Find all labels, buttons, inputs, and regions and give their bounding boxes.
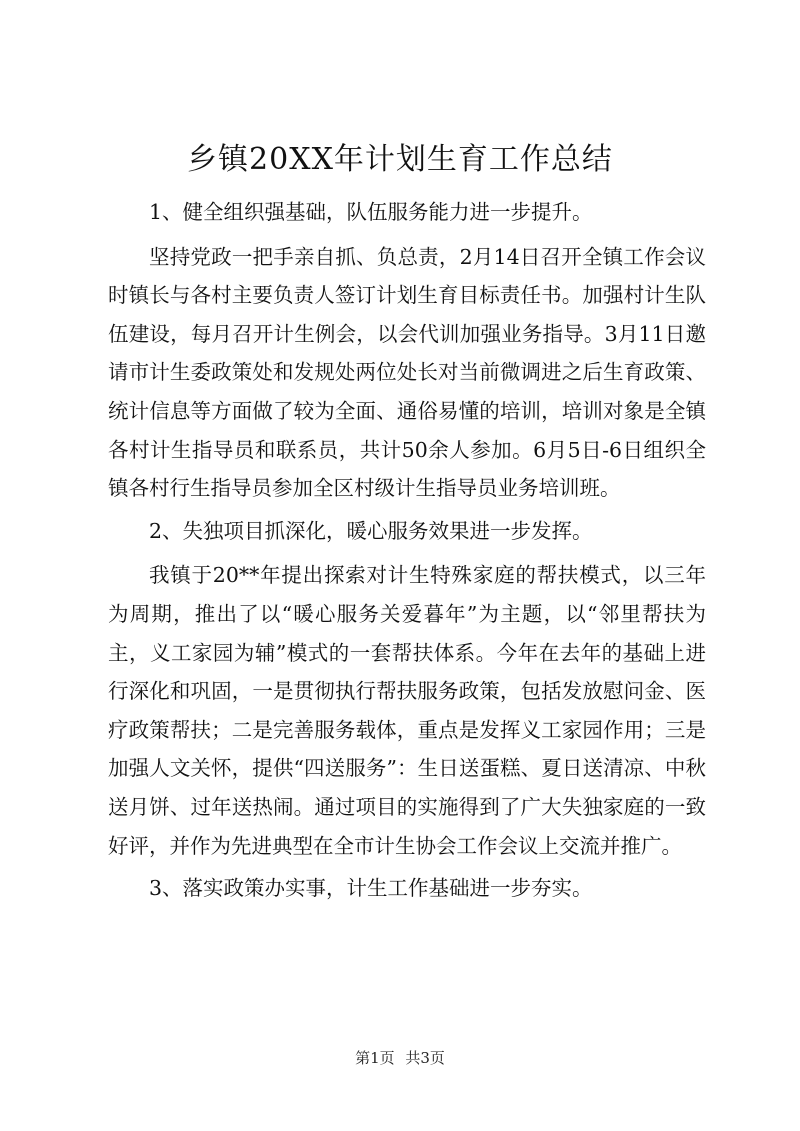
section-heading-3: 3、落实政策办实事，计生工作基础进一步夯实。 xyxy=(149,876,593,901)
page-footer xyxy=(0,1048,800,1068)
document-body xyxy=(108,193,706,914)
body-paragraph-1: 坚持党政一把手亲自抓、负总责，2月14日召开全镇工作会议时镇长与各村主要负责人签订计划生育目标责任书。加强村计生队伍建设，每月召开计生例会，以会代训加强业务指导。3月11日邀请市计生委政策处和发规处两位处长对当前微调进之后生育政策、统计信息等方面做了较为全面、通俗易懂的培训，培训对象是全镇各村计生指导员和联系员，共计50余人参加。6月5日-6日组织全镇各村行生指导员参加全区村级计生指导员业务培训班。 xyxy=(108,244,706,501)
document-title: 乡镇20XX年计划生育工作总结 xyxy=(187,142,613,177)
page-total: 共3页 xyxy=(405,1049,445,1067)
section-heading-2: 2、失独项目抓深化，暖心服务效果进一步发挥。 xyxy=(149,518,593,543)
body-paragraph-2: 我镇于20**年提出探索对计生特殊家庭的帮扶模式，以三年为周期，推出了以“暖心服务关爱暮年”为主题，以“邻里帮扶为主，义工家园为辅”模式的一套帮扶体系。今年在去年的基础上进行深化和巩固，一是贯彻执行帮扶服务政策，包括发放慰问金、医疗政策帮扶；二是完善服务载体，重点是发挥义工家园作用；三是加强人文关怀，提供“四送服务”：生日送蛋糕、夏日送清凉、中秋送月饼、过年送热闹。通过项目的实施得到了广大失独家庭的一致好评，并作为先进典型在全市计生协会工作会议上交流并推广。 xyxy=(108,563,706,858)
section-heading-1: 1、健全组织强基础，队伍服务能力进一步提升。 xyxy=(149,200,593,224)
page-number: 第1页 xyxy=(355,1049,395,1067)
